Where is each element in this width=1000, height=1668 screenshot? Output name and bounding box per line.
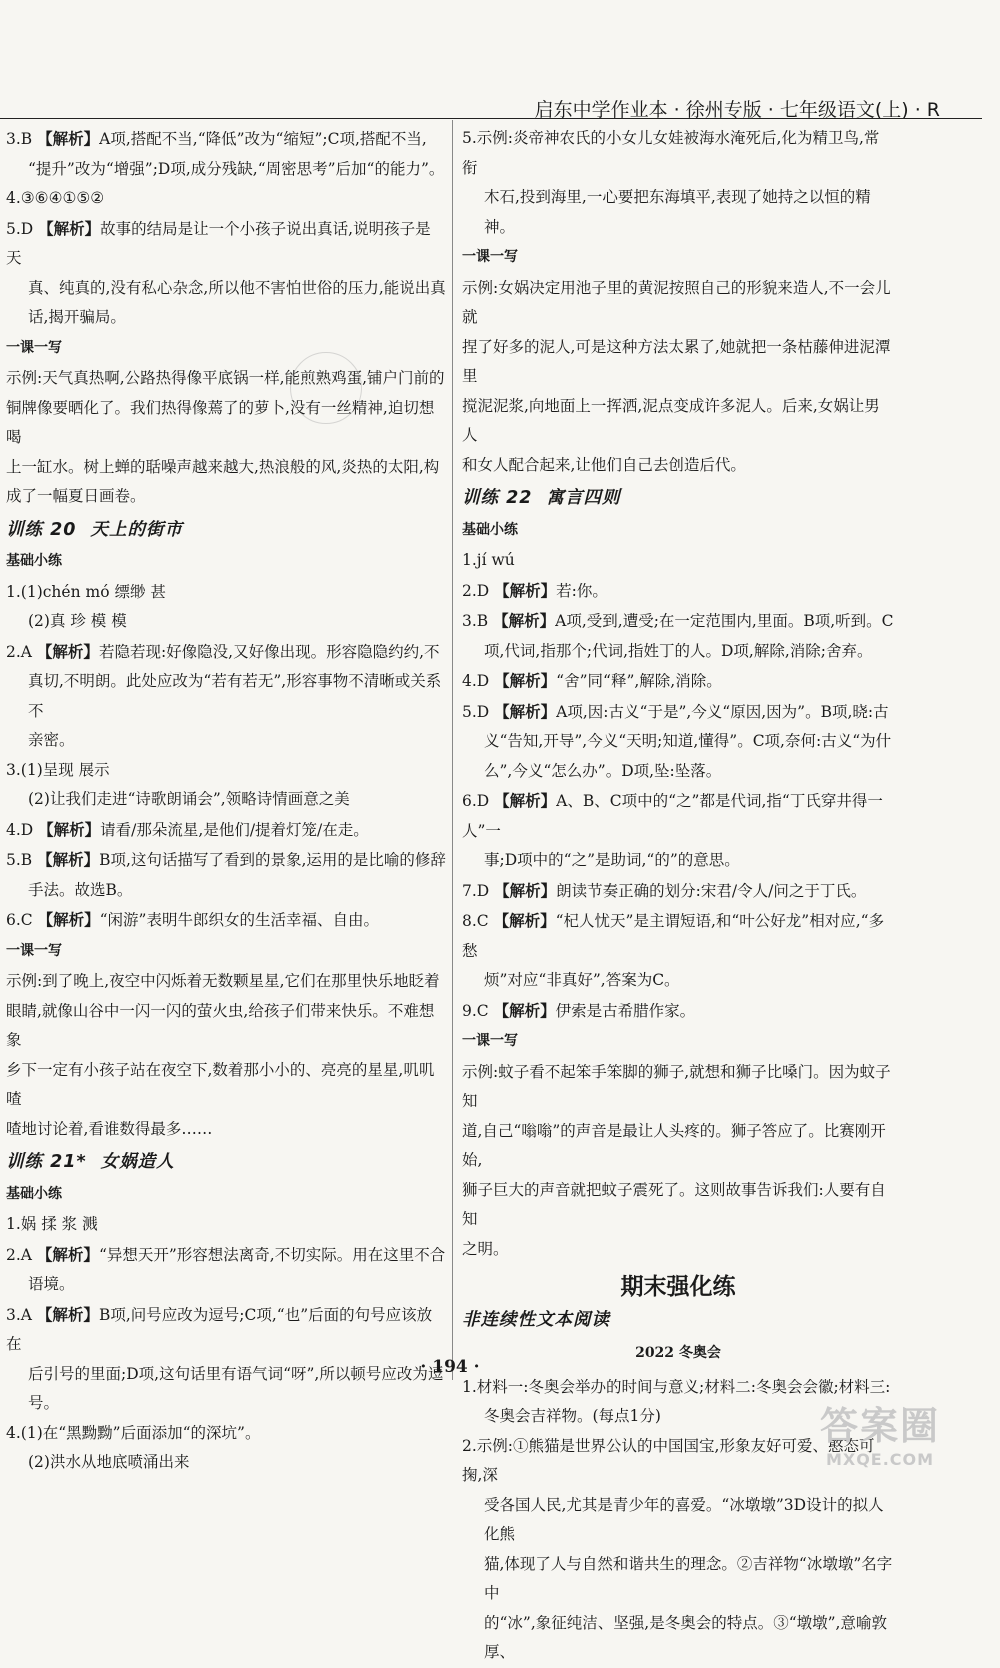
answer-2-cont: 受各国人民,尤其是青少年的喜爱。“冰墩墩”3D设计的拟人化熊	[484, 1495, 884, 1543]
answer-5: 5.D 【解析】故事的结局是让一个小孩子说出真话,说明孩子是天	[6, 218, 431, 267]
running-header: 启东中学作业本 · 徐州专版 · 七年级语文(上) · R	[534, 99, 940, 121]
writing-sample-line: 和女人配合起来,让他们自己去创造后代。	[462, 455, 746, 474]
answer-5-cont: 木石,投到海里,一心要把东海填平,表现了她持之以恒的精神。	[484, 188, 871, 236]
section-heading-21: 训练 21* 女娲造人	[6, 1152, 175, 1172]
answer-4: 4.D 【解析】“舍”同“释”,解除,消除。	[462, 671, 722, 690]
answer-8-cont: 烦”对应“非真好”,答案为C。	[484, 971, 680, 989]
answer-6: 6.D 【解析】A、B、C项中的“之”都是代词,指“丁氏穿井得一人”一	[462, 791, 883, 840]
watermark-logo: 答案圈	[820, 1404, 941, 1448]
answer-3-cont: “提升”改为“增强”;D项,成分残缺,“周密思考”后加“的能力”。	[28, 159, 445, 178]
answer-8: 8.C 【解析】“杞人忧天”是主谓短语,和“叶公好龙”相对应,“多愁	[462, 911, 885, 960]
answer-9: 9.C 【解析】伊索是古希腊作家。	[462, 1000, 696, 1020]
answer-5-cont: 手法。故选B。	[28, 880, 133, 899]
subsection-title: 一课一写	[462, 1033, 518, 1049]
writing-sample-line: 乡下一定有小孩子站在夜空下,数着那小小的、亮亮的星星,叽叽喳	[6, 1060, 435, 1108]
writing-sample-line: 狮子巨大的声音就把蚊子震死了。这则故事告诉我们:人要有自知	[462, 1180, 886, 1228]
answer-3-cont: 后引号的里面;D项,这句话里有语气词“呀”,所以顿号应改为逗号。	[28, 1364, 444, 1412]
answer-5: 5.D 【解析】A项,因:古义“于是”,今义“原因,因为”。B项,晓:古	[462, 701, 889, 721]
writing-sample-line: 示例:蚊子看不起笨手笨脚的狮子,就想和狮子比嗓门。因为蚊子知	[462, 1062, 891, 1110]
answer-5-cont: 真、纯真的,没有私心杂念,所以他不害怕世俗的压力,能说出真	[28, 278, 446, 297]
writing-sample-line: 示例:女娲决定用池子里的黄泥按照自己的形貌来造人,不一会儿就	[462, 278, 891, 326]
answer-5-cont: 么”,今义“怎么办”。D项,坠:坠落。	[484, 761, 722, 780]
final-practice-title: 期末强化练	[620, 1273, 736, 1300]
answer-1-cont: 冬奥会吉祥物。(每点1分)	[484, 1407, 661, 1425]
writing-sample-line: 眼睛,就像山谷中一闪一闪的萤火虫,给孩子们带来快乐。不难想象	[6, 1001, 435, 1049]
answer-1-part2: (2)真 珍 模 模	[28, 612, 127, 630]
subsection-title: 基础小练	[6, 553, 62, 569]
subsection-title: 基础小练	[6, 1185, 62, 1202]
left-column	[6, 124, 446, 1478]
answer-2-cont: 真切,不明朗。此处应改为“若有若无”,形容事物不清晰或关系不	[28, 672, 442, 720]
answer-3: 3.B 【解析】A项,受到,遭受;在一定范围内,里面。B项,听到。C	[462, 611, 894, 630]
answer-4: 4.D 【解析】请看/那朵流星,是他们/提着灯笼/在走。	[6, 819, 369, 839]
writing-sample-line: 示例:到了晚上,夜空中闪烁着无数颗星星,它们在那里快乐地眨着	[6, 972, 440, 990]
answer-4: 4.③⑥④①⑤②	[6, 189, 105, 207]
final-practice-subtitle: 非连续性文本阅读	[462, 1309, 610, 1330]
answer-2: 2.示例:①熊猫是世界公认的中国国宝,形象友好可爱、憨态可掬,深	[462, 1436, 875, 1484]
writing-sample-line: 成了一幅夏日画卷。	[6, 487, 146, 505]
answer-5-cont: 话,揭开骗局。	[28, 308, 126, 326]
subsection-title: 一课一写	[462, 249, 518, 265]
answer-6: 6.C 【解析】“闲游”表明牛郎织女的生活幸福、自由。	[6, 910, 379, 929]
answer-2: 2.D 【解析】若:你。	[462, 580, 608, 600]
answer-1: 1.娲 揉 浆 溅	[6, 1215, 98, 1233]
answer-3-cont: 项,代词,指那个;代词,指姓丁的人。D项,解除,消除;舍弃。	[484, 641, 873, 660]
writing-sample-line: 搅泥泥浆,向地面上一挥洒,泥点变成许多泥人。后来,女娲让男人	[462, 396, 880, 444]
header-rule	[0, 118, 982, 119]
writing-sample-line: 上一缸水。树上蝉的聒噪声越来越大,热浪般的风,炎热的太阳,构	[6, 457, 440, 476]
column-divider	[452, 120, 453, 1380]
answer-3-part2: (2)让我们走进“诗歌朗诵会”,领略诗情画意之美	[28, 790, 350, 808]
watermark	[820, 1395, 940, 1469]
writing-sample-line: 喳地讨论着,看谁数得最多……	[6, 1119, 213, 1138]
answer-5-cont: 义“告知,开导”,今义“天明;知道,懂得”。C项,奈何:古义“为什	[484, 732, 892, 750]
writing-sample-line: 示例:天气真热啊,公路热得像平底锅一样,能煎熟鸡蛋,铺户门前的	[6, 369, 445, 387]
writing-sample-line: 捏了好多的泥人,可是这种方法太累了,她就把一条枯藤伸进泥潭里	[462, 337, 891, 385]
watermark-url: MXQE.COM	[825, 1450, 935, 1469]
subsection-title: 基础小练	[462, 521, 518, 538]
subsection-title: 一课一写	[6, 942, 62, 959]
answer-3: 3.(1)呈现 展示	[6, 760, 110, 779]
writing-sample-line: 之明。	[462, 1239, 509, 1258]
answer-2: 2.A 【解析】若隐若现:好像隐没,又好像出现。形容隐隐约约,不	[6, 641, 440, 661]
answer-6-cont: 事;D项中的“之”是助词,“的”的意思。	[484, 851, 740, 869]
subsection-title: 一课一写	[6, 339, 62, 356]
answer-1: 1.(1)chén mó 缥缈 甚	[6, 582, 166, 601]
answer-4: 4.(1)在“黑黝黝”后面添加“的深坑”。	[6, 1423, 261, 1442]
answer-2-cont: 亲密。	[28, 731, 75, 749]
section-heading-20: 训练 20 天上的街市	[6, 519, 183, 540]
writing-sample-line: 铜牌像要晒化了。我们热得像蔫了的萝卜,没有一丝精神,迫切想喝	[6, 398, 435, 446]
passage-title: 2022 冬奥会	[635, 1345, 721, 1361]
writing-sample-line: 道,自己“嗡嗡”的声音是最让人头疼的。狮子答应了。比赛刚开始,	[462, 1121, 886, 1169]
answer-4-part2: (2)洪水从地底喷涌出来	[28, 1453, 190, 1471]
answer-7: 7.D 【解析】朗读节奏正确的划分:宋君/令人/问之于丁氏。	[462, 880, 867, 900]
answer-1: 1.jí wú	[462, 551, 515, 569]
section-heading-22: 训练 22 寓言四则	[462, 488, 621, 508]
answer-1: 1.材料一:冬奥会举办的时间与意义;材料二:冬奥会会徽;材料三:	[462, 1377, 891, 1396]
answer-3: 3.A 【解析】B项,问号应改为逗号;C项,“也”后面的句号应该放在	[6, 1304, 433, 1353]
page-number: · 194 ·	[420, 1357, 480, 1377]
answer-3: 3.B 【解析】A项,搭配不当,“降低”改为“缩短”;C项,搭配不当,	[6, 129, 427, 148]
answer-2-cont: 语境。	[28, 1275, 75, 1293]
answer-2: 2.A 【解析】“异想天开”形容想法离奇,不切实际。用在这里不合	[6, 1244, 446, 1264]
answer-2-cont: 的“冰”,象征纯洁、坚强,是冬奥会的特点。③“墩墩”,意喻敦厚、	[484, 1613, 887, 1661]
answer-5: 5.示例:炎帝神农氏的小女儿女娃被海水淹死后,化为精卫鸟,常衔	[462, 129, 880, 177]
answer-2-cont: 猫,体现了人与自然和谐共生的理念。②吉祥物“冰墩墩”名字中	[484, 1554, 893, 1602]
answer-5: 5.B 【解析】B项,这句话描写了看到的景象,运用的是比喻的修辞	[6, 850, 446, 869]
